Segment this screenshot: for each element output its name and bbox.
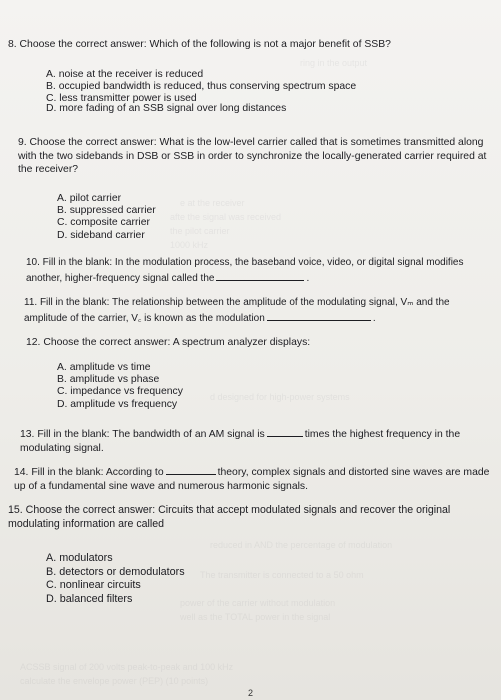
option-15d: D. balanced filters	[46, 592, 133, 605]
option-12b: B. amplitude vs phase	[57, 374, 160, 386]
question-10	[26, 256, 488, 285]
option-12d: D. amplitude vs frequency	[57, 398, 178, 410]
question-10-end: .	[306, 272, 310, 284]
option-15b: B. detectors or demodulators	[46, 565, 185, 578]
question-8	[8, 38, 493, 52]
question-15	[8, 504, 486, 531]
option-9d: D. sideband carrier	[57, 229, 145, 241]
answer-blank-13[interactable]	[267, 426, 303, 437]
option-8c: C. less transmitter power is used	[46, 93, 197, 105]
page-number: 2	[248, 688, 254, 698]
question-10-text: 10. Fill in the blank: In the modulation process, the baseband voice, video, or digital signal modifies another, higher-frequency signal called the	[26, 257, 464, 284]
option-9a: A. pilot carrier	[57, 193, 122, 204]
option-8d: D. more fading of an SSB signal over long distances	[46, 102, 287, 114]
option-15c: C. nonlinear circuits	[46, 579, 141, 592]
question-8-options	[46, 69, 356, 115]
question-12	[26, 336, 486, 350]
question-8-text: 8. Choose the correct answer: Which of the following is not a major benefit of SSB?	[8, 39, 391, 50]
question-9-options	[57, 193, 156, 242]
option-15a: A. modulators	[46, 552, 113, 564]
question-13	[20, 426, 488, 455]
option-12a: A. amplitude vs time	[57, 362, 151, 373]
question-12-text: 12. Choose the correct answer: A spectrum analyzer displays:	[26, 337, 311, 348]
question-13-end: times the highest frequency in the modulating signal.	[20, 429, 461, 454]
option-8a: A. noise at the receiver is reduced	[46, 69, 204, 80]
answer-blank-14[interactable]	[166, 464, 216, 475]
question-9	[18, 136, 490, 177]
answer-blank-10[interactable]	[216, 270, 304, 281]
question-15-options	[46, 552, 185, 606]
option-9b: B. suppressed carrier	[57, 205, 156, 217]
question-11-text: 11. Fill in the blank: The relationship between the amplitude of the modulating signal, Vₘ and the amplitude of the carrier, V꜀ is known as the modulation	[24, 297, 450, 324]
question-14-end: theory, complex signals and distorted sine waves are made up of a fundamental sine wave and numerous harmonic signals.	[14, 467, 490, 492]
question-11-end: .	[372, 312, 376, 324]
question-14-text: 14. Fill in the blank: According to	[14, 467, 164, 478]
question-13-text: 13. Fill in the blank: The bandwidth of an AM signal is	[20, 429, 265, 440]
option-12c: C. impedance vs frequency	[57, 386, 183, 398]
option-8b: B. occupied bandwidth is reduced, thus conserving spectrum space	[46, 81, 357, 93]
question-11	[24, 296, 490, 325]
question-12-options	[57, 362, 183, 411]
question-14	[14, 464, 492, 493]
document-page: ring in the output e at the receiver afte the signal was received the pilot carrier 1000 kHz d designed for high-power systems reduced in AND the percentage of modulation The transmitter is connected to a 50 ohm power of the carrier without modulation well as the TOTAL power in the signal ACSSB signal of 200 volts peak-to-peak and 100 kHz calculate the envelope power (PEP) (10 points) 8. Choose the correct answer: Which of the following is not a major benefit of SSB? A. noise at the receiver is reduced B. occupied bandwidth is reduced, thus conserving spectrum space C. less transmitter power is used D. more fading of an SSB signal over long distances 9. Choose the correct answer: What is the low-level carrier called that is sometimes transmitted along with the two sidebands in DSB or SSB in order to synchronize the locally-generated carrier required at the receiver? A. pilot carrier B. suppressed carrier C. composite carrier D. sideband carrier 10. Fill in the blank: In the modulation process, the baseband voice, video, or digital signal modifies another, higher-frequency signal called the . 11. Fill in the blank: The relationship between the amplitude of the modulating signal, Vₘ and the amplitude of the carrier, V꜀ is known as the modulation . 12. Choose the correct answer: A spectrum analyzer displays: A. amplitude vs time B. amplitude vs phase C. impedance vs frequency D. amplitude vs frequency 13. Fill in the blank: The bandwidth of an AM signal is times the highest frequency in the modulating signal. 14. Fill in the blank: According to theory, complex signals and distorted sine waves are made up of a fundamental sine wave and numerous harmonic signals. 15. Choose the correct answer: Circuits that accept modulated signals and recover the original modulating information are called A. modulators B. detectors or demodulators C. nonlinear circuits D. balanced filters 2	[0, 0, 501, 700]
answer-blank-11[interactable]	[267, 310, 371, 321]
option-9c: C. composite carrier	[57, 217, 150, 229]
question-15-text: 15. Choose the correct answer: Circuits that accept modulated signals and recover the original modulating information are called	[8, 504, 451, 530]
question-9-text: 9. Choose the correct answer: What is the low-level carrier called that is sometimes transmitted along with the two sidebands in DSB or SSB in order to synchronize the locally-generated carrier required at the receiver?	[18, 137, 487, 175]
